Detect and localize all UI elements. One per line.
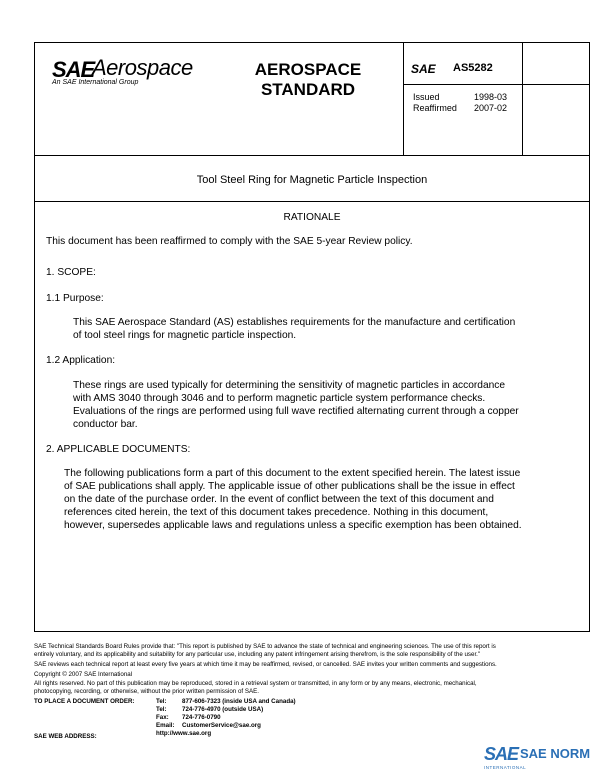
- tel-outside: 724-776-4970 (outside USA): [182, 706, 264, 713]
- doc-prefix-logo: SAE: [411, 62, 436, 76]
- footer-rights-line-1: All rights reserved. No part of this publication may be reproduced, stored in a retrieval system or transmitted, in any form or by any means, electronic, mechanical,: [34, 680, 477, 687]
- web-label: SAE WEB ADDRESS:: [34, 733, 97, 740]
- application-line-2: with AMS 3040 through 3046 and to perform magnetic particle system performance checks.: [73, 393, 486, 404]
- application-line-4: conductor bar.: [73, 419, 138, 430]
- standard-type-title: [238, 60, 378, 100]
- application-line-1: These rings are used typically for determining the sensitivity of magnetic particles in accordance: [73, 380, 506, 391]
- order-label: TO PLACE A DOCUMENT ORDER:: [34, 698, 135, 705]
- email-address[interactable]: CustomerService@sae.org: [182, 722, 261, 729]
- header-divider: [34, 155, 590, 156]
- section-applicable-heading: 2. APPLICABLE DOCUMENTS:: [46, 444, 191, 455]
- header-column-divider: [403, 42, 404, 155]
- section-purpose-heading: 1.1 Purpose:: [46, 293, 104, 304]
- purpose-line-2: of tool steel rings for magnetic particle inspection.: [73, 330, 297, 341]
- applicable-line-5: however, supersedes applicable laws and regulations unless a specific exemption has been obtained.: [64, 520, 522, 531]
- section-application-heading: 1.2 Application:: [46, 355, 116, 366]
- sae-logo-mark: SAE: [52, 57, 95, 82]
- document-title: Tool Steel Ring for Magnetic Particle Inspection: [196, 174, 428, 186]
- standard-title-line2: STANDARD: [260, 80, 356, 99]
- tel-label: Tel:: [156, 698, 167, 705]
- aerospace-logo-text: Aerospace: [92, 55, 193, 80]
- tel-label-2: Tel:: [156, 706, 167, 713]
- tel-inside: 877-606-7323 (inside USA and Canada): [182, 698, 296, 705]
- footer-notice-line-1: SAE Technical Standards Board Rules provide that: "This report is published by SAE to advance the state of technical and engineering sciences. The use of this report is: [34, 643, 496, 650]
- norm-subtext: INTERNATIONAL: [484, 765, 527, 770]
- norm-text: SAE NORM: [520, 746, 591, 761]
- document-number: AS5282: [453, 62, 493, 74]
- applicable-line-1: The following publications form a part of this document to the extent specified herein. The latest issue: [64, 468, 521, 479]
- issued-value: 1998-03: [474, 92, 508, 102]
- application-line-3: Evaluations of the rings are performed using full wave rectified alternating current through a copper: [73, 406, 519, 417]
- footer-notice-line-3: SAE reviews each technical report at least every five years at which time it may be reaffirmed, revised, or cancelled. SAE invites your written comments and suggestions.: [34, 661, 497, 668]
- title-divider: [34, 201, 590, 202]
- logo-tagline: An SAE International Group: [52, 79, 139, 86]
- reaffirmed-label: Reaffirmed: [413, 103, 457, 113]
- section-scope-heading: 1. SCOPE:: [46, 267, 96, 278]
- applicable-line-2: of SAE publications shall apply. The applicable issue of other publications shall be the issue in effect: [64, 481, 515, 492]
- footer-notice-line-2: entirely voluntary, and its applicability and suitability for any particular use, including any patent infringement arising therefrom, is the sole responsibility of the user.": [34, 651, 481, 658]
- applicable-line-3: on the date of the purchase order. In the event of conflict between the text of this document and: [64, 494, 494, 505]
- docnum-divider: [403, 84, 590, 85]
- header-column-divider-right: [522, 42, 523, 155]
- issued-label: Issued: [413, 92, 440, 102]
- footer-copyright: Copyright © 2007 SAE International: [34, 671, 133, 678]
- norm-sae-mark: SAE: [484, 744, 519, 764]
- reaffirmed-value: 2007-02: [474, 103, 508, 113]
- footer-rights-line-2: photocopying, recording, or otherwise, without the prior written permission of SAE.: [34, 688, 259, 695]
- rationale-text: This document has been reaffirmed to comply with the SAE 5-year Review policy.: [46, 236, 413, 247]
- fax-label: Fax:: [156, 714, 169, 721]
- standard-title-line1: AEROSPACE: [254, 60, 362, 79]
- rationale-heading: RATIONALE: [283, 212, 341, 223]
- email-label: Email:: [156, 722, 175, 729]
- fax-number: 724-776-0790: [182, 714, 221, 721]
- applicable-line-4: references cited herein, the text of this document takes precedence. Nothing in this document,: [64, 507, 489, 518]
- purpose-line-1: This SAE Aerospace Standard (AS) establishes requirements for the manufacture and certification: [73, 317, 516, 328]
- sae-norm-logo: [484, 744, 591, 770]
- web-address[interactable]: http://www.sae.org: [156, 730, 212, 737]
